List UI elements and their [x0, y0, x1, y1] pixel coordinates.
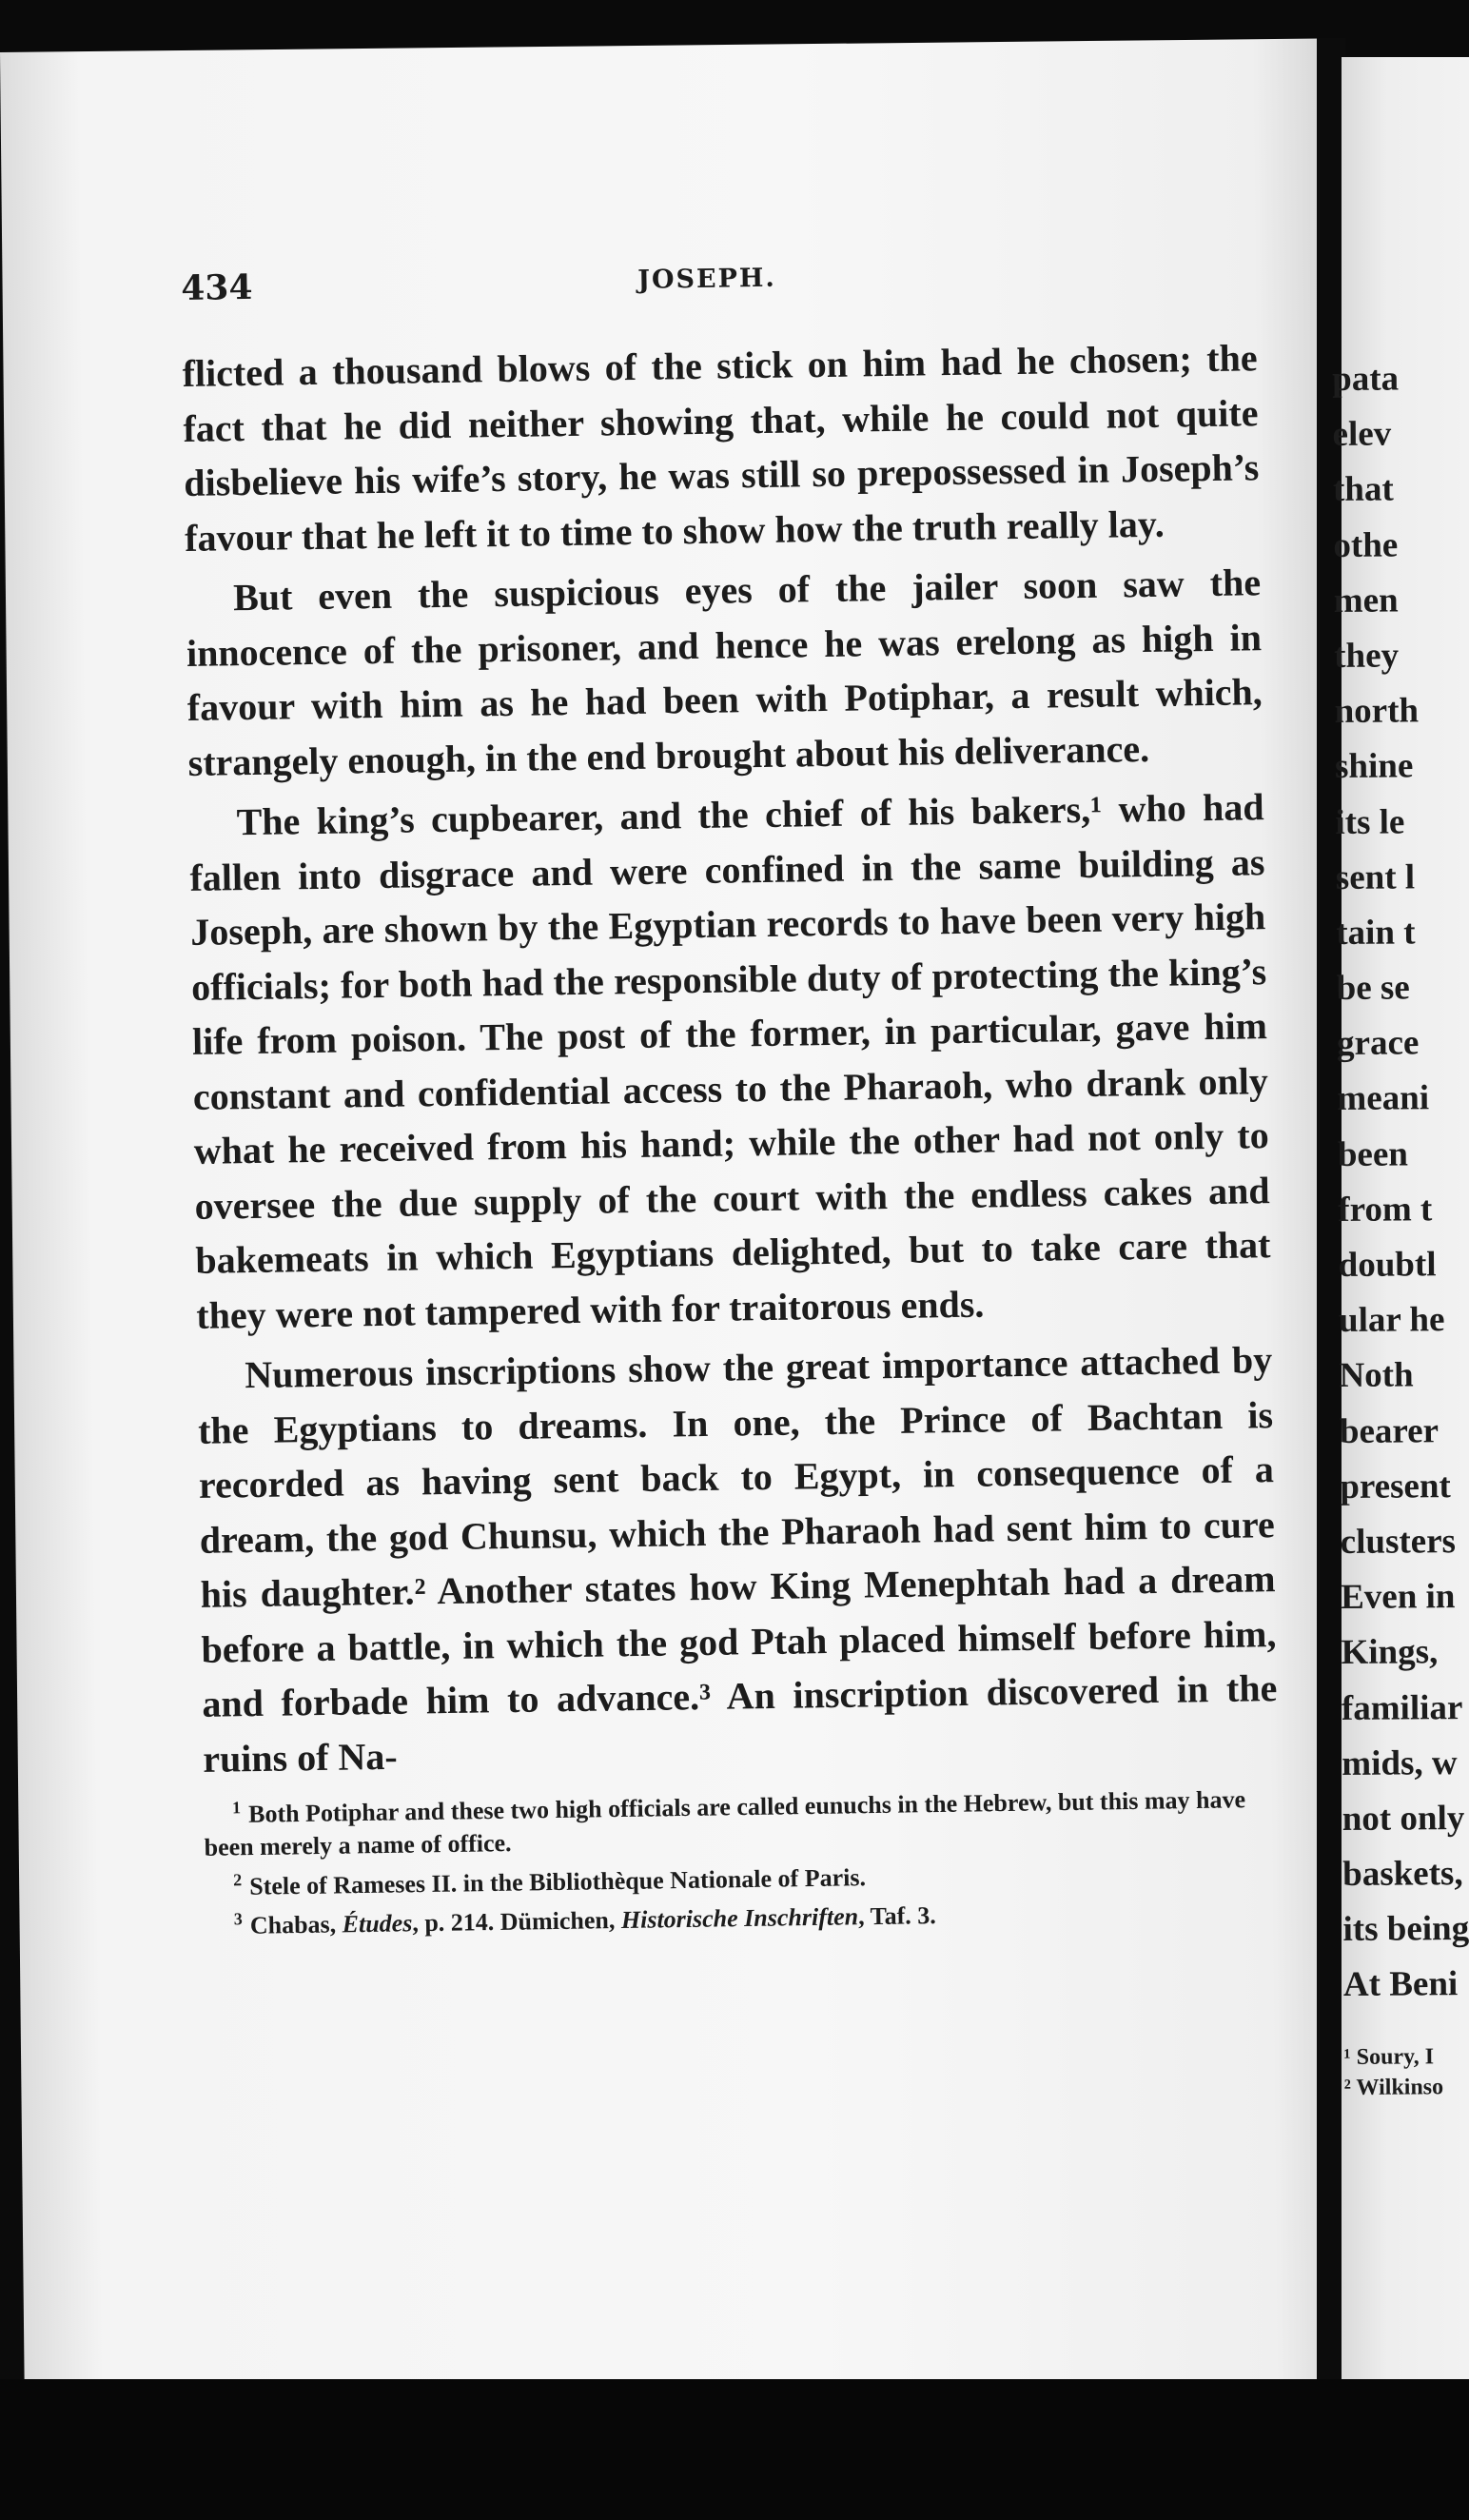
footnotes — [204, 1776, 1281, 1943]
right-page-line: Kings, — [1341, 1632, 1439, 1673]
right-page-line: grace — [1336, 1023, 1420, 1064]
footnote-mark: 2 — [232, 1869, 243, 1890]
paragraph: Numerous inscriptions show the great importance attached by the Egyptians to dreams. In one, the Prince of Bachtan is recorded as having sent back to Egypt, in consequence of a dream, the god Chunsu, which the Pharaoh had sent him to cure his daughter.² Another states how King Menephtah had a dream before a battle, in which the god Ptah placed himself before him, and forbade him to advance.³ An inscription discovered in the ruins of Na- — [197, 1338, 1278, 1781]
footnote-mark: 3 — [233, 1909, 243, 1929]
right-page-line: doubtl — [1338, 1245, 1437, 1285]
right-page-line: baskets, — [1342, 1854, 1463, 1895]
right-page-line: Even in — [1340, 1577, 1456, 1618]
right-page-line: elev — [1332, 414, 1392, 455]
right-page-line: clusters — [1340, 1522, 1457, 1562]
right-page-line: present — [1340, 1466, 1451, 1506]
citation-title: Études — [342, 1909, 413, 1939]
footnote-text: , p. 214. Dümichen, — [412, 1906, 622, 1938]
right-page-line: that — [1332, 469, 1394, 510]
right-page-footnote: ² Wilkinso — [1343, 2074, 1444, 2100]
right-page-line: from t — [1338, 1190, 1433, 1230]
footnote-text: , Taf. 3. — [857, 1901, 936, 1931]
right-page-line: north — [1334, 691, 1420, 732]
body-text — [182, 330, 1278, 1786]
right-page-line: pata — [1332, 359, 1400, 399]
left-page-content — [181, 252, 1281, 1943]
right-page-line: mids, w — [1342, 1742, 1458, 1783]
scan-bottom-border — [0, 2379, 1469, 2520]
footnote-text: Both Potiphar and these two high officials are called eunuchs in the Hebrew, but this may have been merely a name of office. — [204, 1785, 1246, 1861]
page-number: 434 — [181, 266, 253, 308]
right-page-line: they — [1334, 636, 1400, 676]
right-page-line: At Beni — [1342, 1964, 1459, 2005]
right-page-line: sent l — [1335, 857, 1416, 897]
right-page-line: meani — [1337, 1078, 1430, 1119]
right-page-line: been — [1337, 1134, 1409, 1174]
footnote-mark: 1 — [231, 1798, 242, 1818]
right-page-line: tain t — [1336, 913, 1416, 953]
right-page-line: familiar — [1341, 1687, 1463, 1728]
paragraph: The king’s cupbearer, and the chief of his bakers,¹ who had fallen into disgrace and were confined in the same building as Joseph, are shown by the Egyptian records to have been very high officials; for both had the responsible duty of protecting the king’s life from poison. The post of the former, in particular, gave him constant and confidential access to the Pharaoh, who drank only what he received from his hand; while the other had not only to oversee the due supply of the court with the endless cakes and bakemeats in which Egyptians delighted, but to take care that they were not tampered with for traitorous ends. — [189, 785, 1271, 1337]
right-page-line: bearer — [1339, 1410, 1440, 1451]
right-page-line: not only — [1342, 1798, 1465, 1839]
right-page-line: be se — [1336, 968, 1410, 1009]
right-page-footnotes — [1343, 2040, 1469, 2102]
right-page-line: othe — [1333, 525, 1399, 565]
paragraph: flicted a thousand blows of the stick on him had he chosen; the fact that he did neither showing that, while he could not quite disbelieve his wife’s story, he was still so prepossessed in Joseph’s favour that he left it to time to show how the truth really lay. — [182, 336, 1260, 560]
right-page-line: Noth — [1339, 1355, 1414, 1396]
paragraph: But even the suspicious eyes of the jailer soon saw the innocence of the prisoner, and hence he was erelong as high in favour with him as he had been with Potiphar, a result which, strangely enough, in the end brought about his deliverance. — [186, 561, 1263, 784]
right-page-content — [1332, 351, 1469, 2103]
footnote-text: Chabas, — [249, 1910, 343, 1940]
right-page-line: its le — [1335, 801, 1405, 842]
footnote-text: Stele of Rameses II. in the Bibliothèque Nationale of Paris. — [249, 1862, 867, 1900]
running-head: JOSEPH. — [637, 263, 777, 295]
right-page-line: men — [1333, 581, 1399, 620]
right-page-line: shine — [1334, 746, 1414, 787]
right-page-footnote: ¹ Soury, I — [1343, 2043, 1435, 2070]
right-page-line: its being — [1342, 1909, 1469, 1950]
citation-title: Historische Inschriften — [620, 1902, 859, 1935]
right-page-lines — [1332, 351, 1469, 2014]
right-page-line: ular he — [1338, 1300, 1445, 1341]
